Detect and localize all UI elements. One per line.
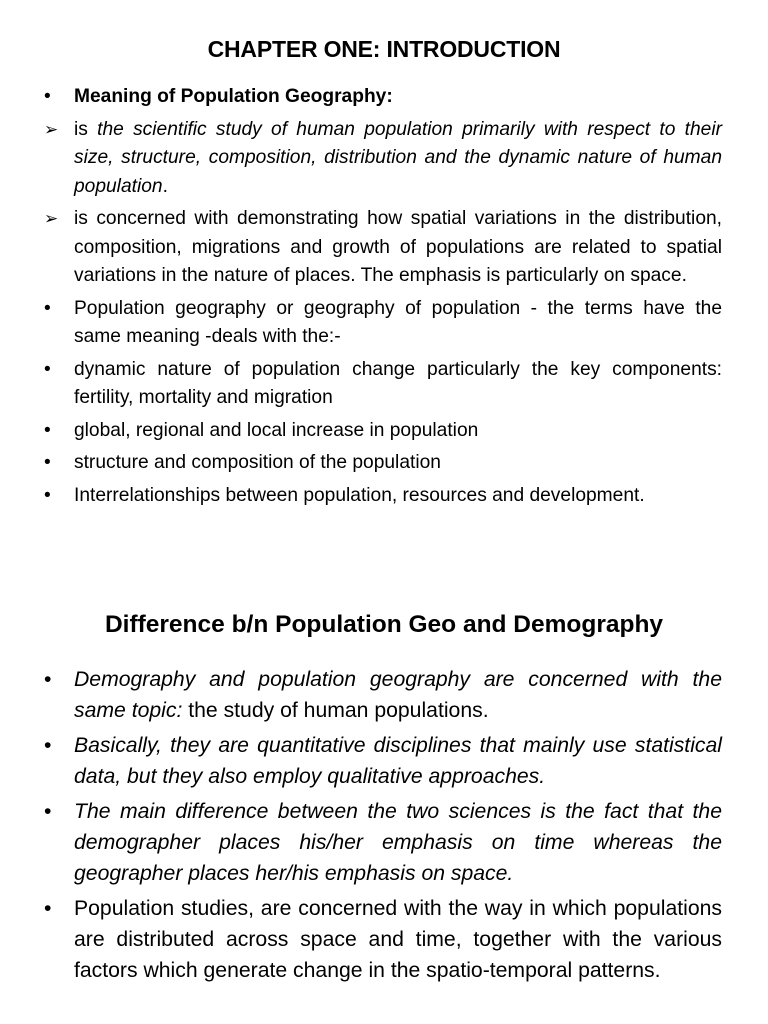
bullet-icon: [44, 893, 74, 924]
definition-1-prefix: is: [74, 118, 98, 140]
list-item-meaning: [44, 83, 722, 112]
bullet-icon: [44, 83, 74, 112]
definition-1-italic: the scientific study of human population primarily with respect to their size, structure, composition, distribution and the dynamic nature of human population: [74, 118, 722, 197]
list-item-text: Population geography or geography of population - the terms have the same meaning -deals with the:-: [74, 297, 722, 347]
list-item-text: Interrelationships between population, resources and development.: [74, 484, 645, 506]
list-item-text: global, regional and local increase in population: [74, 419, 479, 441]
bullet-icon: [44, 449, 74, 478]
arrow-bullet-icon: [44, 116, 74, 145]
bullet-icon: [44, 482, 74, 511]
bullet-icon: [44, 356, 74, 385]
bullet-icon: [44, 730, 74, 761]
difference-list: [44, 664, 722, 990]
chapter-title-normal: INTRODUCTION: [380, 36, 561, 62]
list-item: [44, 295, 722, 352]
list-item-text: dynamic nature of population change particularly the key components: fertility, mortality and migration: [74, 358, 722, 408]
list-item: [44, 356, 722, 413]
list-item-text: structure and composition of the population: [74, 452, 441, 473]
bullet-icon: [44, 796, 74, 827]
list-item: [44, 796, 722, 889]
difference-3-text: The main difference between the two sciences is the fact that the demographer places his/her emphasis on time whereas the geographer places her/his emphasis on space.: [74, 800, 722, 885]
difference-2-text: Basically, they are quantitative disciplines that mainly use statistical data, but they also employ qualitative approaches.: [74, 734, 722, 788]
definition-2-text: is concerned with demonstrating how spatial variations in the distribution, composition, migrations and growth of populations are related to spatial variations in the nature of places. The emphasis is particularly on space.: [74, 208, 722, 286]
bullet-icon: [44, 664, 74, 695]
meaning-heading: Meaning of Population Geography:: [74, 86, 393, 107]
list-item: [44, 482, 722, 511]
list-item: [44, 730, 722, 792]
list-item: [44, 893, 722, 986]
definition-1-suffix: .: [162, 175, 168, 197]
difference-1-italic: Demography and population geography are concerned with the same topic:: [74, 668, 722, 722]
bullet-icon: [44, 417, 74, 446]
list-item: [44, 449, 722, 478]
bullet-icon: [44, 295, 74, 324]
difference-1-normal: the study of human populations.: [182, 699, 489, 722]
chapter-title-bold: CHAPTER ONE:: [207, 36, 381, 62]
difference-4-text: Population studies, are concerned with the way in which populations are distributed across space and time, together with the various factors which generate change in the spatio-temporal patterns.: [74, 897, 722, 982]
section-heading: Difference b/n Population Geo and Demography: [104, 611, 664, 638]
list-item-definition-1: [44, 116, 722, 202]
list-item: [44, 417, 722, 446]
list-item-definition-2: [44, 205, 722, 291]
population-geography-list: [44, 83, 722, 514]
arrow-bullet-icon: [44, 205, 74, 234]
chapter-title: [0, 34, 768, 64]
list-item: [44, 664, 722, 726]
